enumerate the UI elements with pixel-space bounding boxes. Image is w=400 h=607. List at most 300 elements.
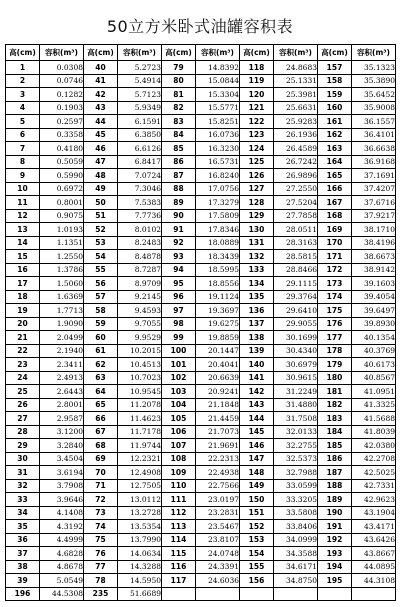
table-row bbox=[6, 466, 396, 480]
volume-column-header: 容积(m³) bbox=[40, 45, 84, 61]
height-cell: 15 bbox=[6, 250, 40, 264]
volume-cell: 15.5771 bbox=[196, 101, 240, 115]
volume-cell: 41.5688 bbox=[352, 412, 396, 426]
height-cell: 163 bbox=[318, 142, 352, 156]
height-cell: 170 bbox=[318, 236, 352, 250]
height-cell: 82 bbox=[162, 101, 196, 115]
height-cell: 139 bbox=[240, 344, 274, 358]
volume-cell: 4.8678 bbox=[40, 560, 84, 574]
volume-cell: 0.3358 bbox=[40, 128, 84, 142]
height-cell: 4 bbox=[6, 101, 40, 115]
volume-column-header: 容积(m³) bbox=[352, 45, 396, 61]
height-cell: 119 bbox=[240, 74, 274, 88]
height-cell: 156 bbox=[240, 574, 274, 588]
volume-cell: 18.8556 bbox=[196, 277, 240, 291]
volume-cell bbox=[274, 587, 318, 601]
volume-cell: 37.9217 bbox=[352, 209, 396, 223]
height-cell: 191 bbox=[318, 520, 352, 534]
table-row bbox=[6, 101, 396, 115]
height-cell: 120 bbox=[240, 88, 274, 102]
volume-cell: 21.9691 bbox=[196, 439, 240, 453]
height-column-header: 高(cm) bbox=[6, 45, 40, 61]
volume-column-header: 容积(m³) bbox=[196, 45, 240, 61]
height-cell: 148 bbox=[240, 466, 274, 480]
height-cell: 43 bbox=[84, 101, 118, 115]
height-cell: 113 bbox=[162, 520, 196, 534]
volume-cell: 1.3786 bbox=[40, 263, 84, 277]
volume-cell: 33.3205 bbox=[274, 493, 318, 507]
volume-cell: 42.9623 bbox=[352, 493, 396, 507]
volume-cell bbox=[196, 587, 240, 601]
volume-cell: 43.1904 bbox=[352, 506, 396, 520]
table-row bbox=[6, 560, 396, 574]
volume-cell: 1.1351 bbox=[40, 236, 84, 250]
height-cell: 83 bbox=[162, 115, 196, 129]
table-row bbox=[6, 277, 396, 291]
height-column-header: 高(cm) bbox=[84, 45, 118, 61]
volume-cell: 38.6673 bbox=[352, 250, 396, 264]
height-cell: 121 bbox=[240, 101, 274, 115]
height-cell: 92 bbox=[162, 236, 196, 250]
height-cell: 18 bbox=[6, 290, 40, 304]
volume-cell: 35.9008 bbox=[352, 101, 396, 115]
volume-cell: 4.3192 bbox=[40, 520, 84, 534]
height-cell: 22 bbox=[6, 344, 40, 358]
height-cell: 90 bbox=[162, 209, 196, 223]
height-cell: 141 bbox=[240, 371, 274, 385]
height-cell: 21 bbox=[6, 331, 40, 345]
height-cell: 70 bbox=[84, 466, 118, 480]
volume-cell: 42.7331 bbox=[352, 479, 396, 493]
volume-cell: 23.2831 bbox=[196, 506, 240, 520]
volume-cell: 3.6194 bbox=[40, 466, 84, 480]
height-cell: 13 bbox=[6, 223, 40, 237]
volume-cell: 12.4908 bbox=[118, 466, 162, 480]
table-row bbox=[6, 520, 396, 534]
page-title: 50立方米卧式油罐容积表 bbox=[106, 17, 294, 36]
table-row bbox=[6, 142, 396, 156]
height-cell: 47 bbox=[84, 155, 118, 169]
volume-cell: 5.4914 bbox=[118, 74, 162, 88]
height-cell: 91 bbox=[162, 223, 196, 237]
height-cell: 174 bbox=[318, 290, 352, 304]
volume-cell: 12.7505 bbox=[118, 479, 162, 493]
height-cell: 183 bbox=[318, 412, 352, 426]
volume-cell: 27.5204 bbox=[274, 196, 318, 210]
table-row bbox=[6, 385, 396, 399]
height-cell: 128 bbox=[240, 196, 274, 210]
volume-table bbox=[5, 44, 396, 601]
volume-cell: 51.6689 bbox=[118, 587, 162, 601]
volume-cell: 38.9142 bbox=[352, 263, 396, 277]
height-cell: 136 bbox=[240, 304, 274, 318]
volume-cell: 8.4878 bbox=[118, 250, 162, 264]
height-cell: 44 bbox=[84, 115, 118, 129]
volume-cell: 1.7713 bbox=[40, 304, 84, 318]
height-cell: 39 bbox=[6, 574, 40, 588]
volume-cell: 20.9241 bbox=[196, 385, 240, 399]
height-cell: 30 bbox=[6, 452, 40, 466]
volume-cell: 6.8417 bbox=[118, 155, 162, 169]
volume-cell: 24.6036 bbox=[196, 574, 240, 588]
volume-cell: 35.3890 bbox=[352, 74, 396, 88]
volume-cell: 2.4913 bbox=[40, 371, 84, 385]
table-row bbox=[6, 128, 396, 142]
height-cell: 126 bbox=[240, 169, 274, 183]
height-cell: 72 bbox=[84, 493, 118, 507]
height-cell: 35 bbox=[6, 520, 40, 534]
height-cell: 59 bbox=[84, 317, 118, 331]
height-cell: 129 bbox=[240, 209, 274, 223]
height-cell: 155 bbox=[240, 560, 274, 574]
volume-cell: 5.0549 bbox=[40, 574, 84, 588]
height-cell: 60 bbox=[84, 331, 118, 345]
height-cell: 24 bbox=[6, 371, 40, 385]
height-cell: 84 bbox=[162, 128, 196, 142]
height-cell: 115 bbox=[162, 547, 196, 561]
volume-cell: 19.8859 bbox=[196, 331, 240, 345]
height-cell: 97 bbox=[162, 304, 196, 318]
volume-cell: 5.9349 bbox=[118, 101, 162, 115]
volume-cell: 25.6631 bbox=[274, 101, 318, 115]
volume-cell: 17.0756 bbox=[196, 182, 240, 196]
volume-cell: 43.6426 bbox=[352, 533, 396, 547]
volume-cell: 34.8750 bbox=[274, 574, 318, 588]
height-cell: 25 bbox=[6, 385, 40, 399]
volume-cell: 6.1591 bbox=[118, 115, 162, 129]
height-cell: 50 bbox=[84, 196, 118, 210]
height-cell: 34 bbox=[6, 506, 40, 520]
volume-cell: 22.7566 bbox=[196, 479, 240, 493]
height-cell: 122 bbox=[240, 115, 274, 129]
height-cell: 166 bbox=[318, 182, 352, 196]
volume-cell: 10.4513 bbox=[118, 358, 162, 372]
volume-cell: 8.9709 bbox=[118, 277, 162, 291]
volume-cell: 25.1331 bbox=[274, 74, 318, 88]
height-cell: 151 bbox=[240, 506, 274, 520]
volume-cell: 17.8346 bbox=[196, 223, 240, 237]
height-cell: 175 bbox=[318, 304, 352, 318]
height-cell: 88 bbox=[162, 182, 196, 196]
volume-cell: 36.4101 bbox=[352, 128, 396, 142]
volume-cell: 0.6972 bbox=[40, 182, 84, 196]
height-cell: 137 bbox=[240, 317, 274, 331]
volume-cell: 21.1848 bbox=[196, 398, 240, 412]
height-cell: 108 bbox=[162, 452, 196, 466]
height-cell: 17 bbox=[6, 277, 40, 291]
height-cell: 110 bbox=[162, 479, 196, 493]
volume-cell: 9.7055 bbox=[118, 317, 162, 331]
volume-column-header: 容积(m³) bbox=[274, 45, 318, 61]
height-cell: 79 bbox=[162, 61, 196, 75]
height-cell: 7 bbox=[6, 142, 40, 156]
volume-cell: 16.5731 bbox=[196, 155, 240, 169]
height-cell: 89 bbox=[162, 196, 196, 210]
volume-cell: 16.0736 bbox=[196, 128, 240, 142]
height-cell: 16 bbox=[6, 263, 40, 277]
height-cell: 107 bbox=[162, 439, 196, 453]
height-cell: 154 bbox=[240, 547, 274, 561]
height-cell: 123 bbox=[240, 128, 274, 142]
height-cell: 193 bbox=[318, 547, 352, 561]
height-cell: 8 bbox=[6, 155, 40, 169]
height-cell: 85 bbox=[162, 142, 196, 156]
height-cell: 36 bbox=[6, 533, 40, 547]
height-cell: 55 bbox=[84, 263, 118, 277]
volume-cell: 14.8392 bbox=[196, 61, 240, 75]
height-cell: 86 bbox=[162, 155, 196, 169]
volume-cell: 17.5809 bbox=[196, 209, 240, 223]
table-row bbox=[6, 74, 396, 88]
height-cell: 65 bbox=[84, 398, 118, 412]
height-cell: 71 bbox=[84, 479, 118, 493]
height-cell: 153 bbox=[240, 533, 274, 547]
table-row bbox=[6, 236, 396, 250]
height-cell: 165 bbox=[318, 169, 352, 183]
height-cell: 26 bbox=[6, 398, 40, 412]
volume-cell: 36.6638 bbox=[352, 142, 396, 156]
height-column-header: 高(cm) bbox=[318, 45, 352, 61]
height-cell: 104 bbox=[162, 398, 196, 412]
height-cell: 186 bbox=[318, 452, 352, 466]
height-cell: 53 bbox=[84, 236, 118, 250]
volume-cell: 11.2078 bbox=[118, 398, 162, 412]
volume-cell: 16.8240 bbox=[196, 169, 240, 183]
volume-cell: 13.2728 bbox=[118, 506, 162, 520]
volume-cell: 18.5995 bbox=[196, 263, 240, 277]
height-cell: 81 bbox=[162, 88, 196, 102]
volume-cell: 0.5059 bbox=[40, 155, 84, 169]
volume-cell: 35.1323 bbox=[352, 61, 396, 75]
height-cell: 158 bbox=[318, 74, 352, 88]
height-cell: 162 bbox=[318, 128, 352, 142]
height-cell: 95 bbox=[162, 277, 196, 291]
table-row bbox=[6, 452, 396, 466]
volume-cell: 9.2145 bbox=[118, 290, 162, 304]
volume-cell: 9.4593 bbox=[118, 304, 162, 318]
height-cell: 178 bbox=[318, 344, 352, 358]
height-cell: 194 bbox=[318, 560, 352, 574]
table-row bbox=[6, 398, 396, 412]
height-cell: 135 bbox=[240, 290, 274, 304]
volume-cell: 32.0133 bbox=[274, 425, 318, 439]
height-cell: 133 bbox=[240, 263, 274, 277]
volume-cell: 26.9896 bbox=[274, 169, 318, 183]
volume-cell: 41.0951 bbox=[352, 385, 396, 399]
height-cell: 98 bbox=[162, 317, 196, 331]
height-cell: 103 bbox=[162, 385, 196, 399]
height-cell: 188 bbox=[318, 479, 352, 493]
volume-cell: 1.9090 bbox=[40, 317, 84, 331]
height-cell: 116 bbox=[162, 560, 196, 574]
volume-cell: 10.2015 bbox=[118, 344, 162, 358]
volume-cell: 15.3304 bbox=[196, 88, 240, 102]
table-row bbox=[6, 533, 396, 547]
volume-cell: 7.5383 bbox=[118, 196, 162, 210]
volume-cell: 31.4880 bbox=[274, 398, 318, 412]
volume-cell: 30.1699 bbox=[274, 331, 318, 345]
height-cell: 112 bbox=[162, 506, 196, 520]
volume-cell: 23.0197 bbox=[196, 493, 240, 507]
volume-cell: 21.4459 bbox=[196, 412, 240, 426]
table-row bbox=[6, 169, 396, 183]
volume-cell: 0.0746 bbox=[40, 74, 84, 88]
volume-cell: 40.3769 bbox=[352, 344, 396, 358]
volume-cell: 37.4207 bbox=[352, 182, 396, 196]
height-cell: 189 bbox=[318, 493, 352, 507]
height-cell: 143 bbox=[240, 398, 274, 412]
volume-cell: 27.7858 bbox=[274, 209, 318, 223]
height-cell: 195 bbox=[318, 574, 352, 588]
volume-cell: 3.4504 bbox=[40, 452, 84, 466]
height-cell: 146 bbox=[240, 439, 274, 453]
height-cell: 190 bbox=[318, 506, 352, 520]
volume-cell: 33.5808 bbox=[274, 506, 318, 520]
height-cell: 109 bbox=[162, 466, 196, 480]
volume-cell: 2.6443 bbox=[40, 385, 84, 399]
height-cell: 138 bbox=[240, 331, 274, 345]
height-cell: 3 bbox=[6, 88, 40, 102]
table-row bbox=[6, 61, 396, 75]
volume-cell: 0.1903 bbox=[40, 101, 84, 115]
height-cell: 66 bbox=[84, 412, 118, 426]
height-cell bbox=[318, 587, 352, 601]
height-cell: 61 bbox=[84, 344, 118, 358]
height-cell: 69 bbox=[84, 452, 118, 466]
height-cell: 28 bbox=[6, 425, 40, 439]
height-cell: 64 bbox=[84, 385, 118, 399]
volume-cell: 40.8567 bbox=[352, 371, 396, 385]
volume-cell: 10.7023 bbox=[118, 371, 162, 385]
volume-cell: 33.0599 bbox=[274, 479, 318, 493]
volume-cell bbox=[352, 587, 396, 601]
volume-cell: 2.1940 bbox=[40, 344, 84, 358]
height-cell: 117 bbox=[162, 574, 196, 588]
volume-cell: 41.3325 bbox=[352, 398, 396, 412]
volume-cell: 29.3764 bbox=[274, 290, 318, 304]
volume-cell: 43.8667 bbox=[352, 547, 396, 561]
height-cell: 130 bbox=[240, 223, 274, 237]
volume-cell: 32.7988 bbox=[274, 466, 318, 480]
volume-cell: 32.5373 bbox=[274, 452, 318, 466]
height-cell: 182 bbox=[318, 398, 352, 412]
volume-cell: 33.8406 bbox=[274, 520, 318, 534]
volume-cell: 44.3108 bbox=[352, 574, 396, 588]
height-cell: 11 bbox=[6, 196, 40, 210]
height-cell: 12 bbox=[6, 209, 40, 223]
volume-cell: 36.1557 bbox=[352, 115, 396, 129]
volume-cell: 5.7123 bbox=[118, 88, 162, 102]
height-cell: 134 bbox=[240, 277, 274, 291]
height-cell: 149 bbox=[240, 479, 274, 493]
volume-cell: 39.4054 bbox=[352, 290, 396, 304]
volume-cell: 3.9646 bbox=[40, 493, 84, 507]
volume-cell: 15.8251 bbox=[196, 115, 240, 129]
volume-cell: 29.6410 bbox=[274, 304, 318, 318]
height-cell: 172 bbox=[318, 263, 352, 277]
table-body bbox=[6, 61, 396, 601]
volume-cell: 35.6452 bbox=[352, 88, 396, 102]
height-cell: 54 bbox=[84, 250, 118, 264]
height-cell: 23 bbox=[6, 358, 40, 372]
height-cell: 6 bbox=[6, 128, 40, 142]
volume-cell: 27.2550 bbox=[274, 182, 318, 196]
volume-cell: 38.4196 bbox=[352, 236, 396, 250]
height-cell: 75 bbox=[84, 533, 118, 547]
table-row bbox=[6, 196, 396, 210]
height-cell: 10 bbox=[6, 182, 40, 196]
volume-cell: 32.2755 bbox=[274, 439, 318, 453]
height-cell: 45 bbox=[84, 128, 118, 142]
volume-cell: 2.8001 bbox=[40, 398, 84, 412]
volume-cell: 20.1447 bbox=[196, 344, 240, 358]
height-cell: 68 bbox=[84, 439, 118, 453]
table-row bbox=[6, 344, 396, 358]
table-row bbox=[6, 425, 396, 439]
volume-cell: 18.3439 bbox=[196, 250, 240, 264]
height-cell: 41 bbox=[84, 74, 118, 88]
volume-cell: 28.0511 bbox=[274, 223, 318, 237]
height-cell: 96 bbox=[162, 290, 196, 304]
height-cell: 179 bbox=[318, 358, 352, 372]
height-cell: 131 bbox=[240, 236, 274, 250]
volume-cell: 18.0889 bbox=[196, 236, 240, 250]
height-cell: 196 bbox=[6, 587, 40, 601]
height-cell: 40 bbox=[84, 61, 118, 75]
volume-column-header: 容积(m³) bbox=[118, 45, 162, 61]
volume-cell: 16.3230 bbox=[196, 142, 240, 156]
height-cell: 14 bbox=[6, 236, 40, 250]
volume-cell: 13.0112 bbox=[118, 493, 162, 507]
height-cell: 159 bbox=[318, 88, 352, 102]
height-cell: 169 bbox=[318, 223, 352, 237]
height-cell: 127 bbox=[240, 182, 274, 196]
height-cell: 94 bbox=[162, 263, 196, 277]
height-cell: 32 bbox=[6, 479, 40, 493]
height-cell: 167 bbox=[318, 196, 352, 210]
height-cell: 67 bbox=[84, 425, 118, 439]
volume-cell: 30.6979 bbox=[274, 358, 318, 372]
volume-cell: 4.4999 bbox=[40, 533, 84, 547]
volume-cell: 19.6275 bbox=[196, 317, 240, 331]
volume-cell: 38.1710 bbox=[352, 223, 396, 237]
height-cell: 46 bbox=[84, 142, 118, 156]
volume-cell: 24.8683 bbox=[274, 61, 318, 75]
table-row bbox=[6, 412, 396, 426]
height-cell: 145 bbox=[240, 425, 274, 439]
height-cell: 19 bbox=[6, 304, 40, 318]
height-cell: 56 bbox=[84, 277, 118, 291]
height-cell: 80 bbox=[162, 74, 196, 88]
height-cell: 20 bbox=[6, 317, 40, 331]
height-cell: 31 bbox=[6, 466, 40, 480]
volume-cell: 5.2723 bbox=[118, 61, 162, 75]
table-row bbox=[6, 290, 396, 304]
volume-cell: 11.7178 bbox=[118, 425, 162, 439]
volume-cell: 12.2321 bbox=[118, 452, 162, 466]
volume-cell: 36.9168 bbox=[352, 155, 396, 169]
volume-cell: 1.2550 bbox=[40, 250, 84, 264]
volume-cell: 34.6171 bbox=[274, 560, 318, 574]
height-cell: 132 bbox=[240, 250, 274, 264]
height-cell: 173 bbox=[318, 277, 352, 291]
height-cell bbox=[240, 587, 274, 601]
volume-cell: 0.2597 bbox=[40, 115, 84, 129]
volume-cell: 11.4623 bbox=[118, 412, 162, 426]
height-cell: 164 bbox=[318, 155, 352, 169]
height-cell: 51 bbox=[84, 209, 118, 223]
table-row bbox=[6, 587, 396, 601]
